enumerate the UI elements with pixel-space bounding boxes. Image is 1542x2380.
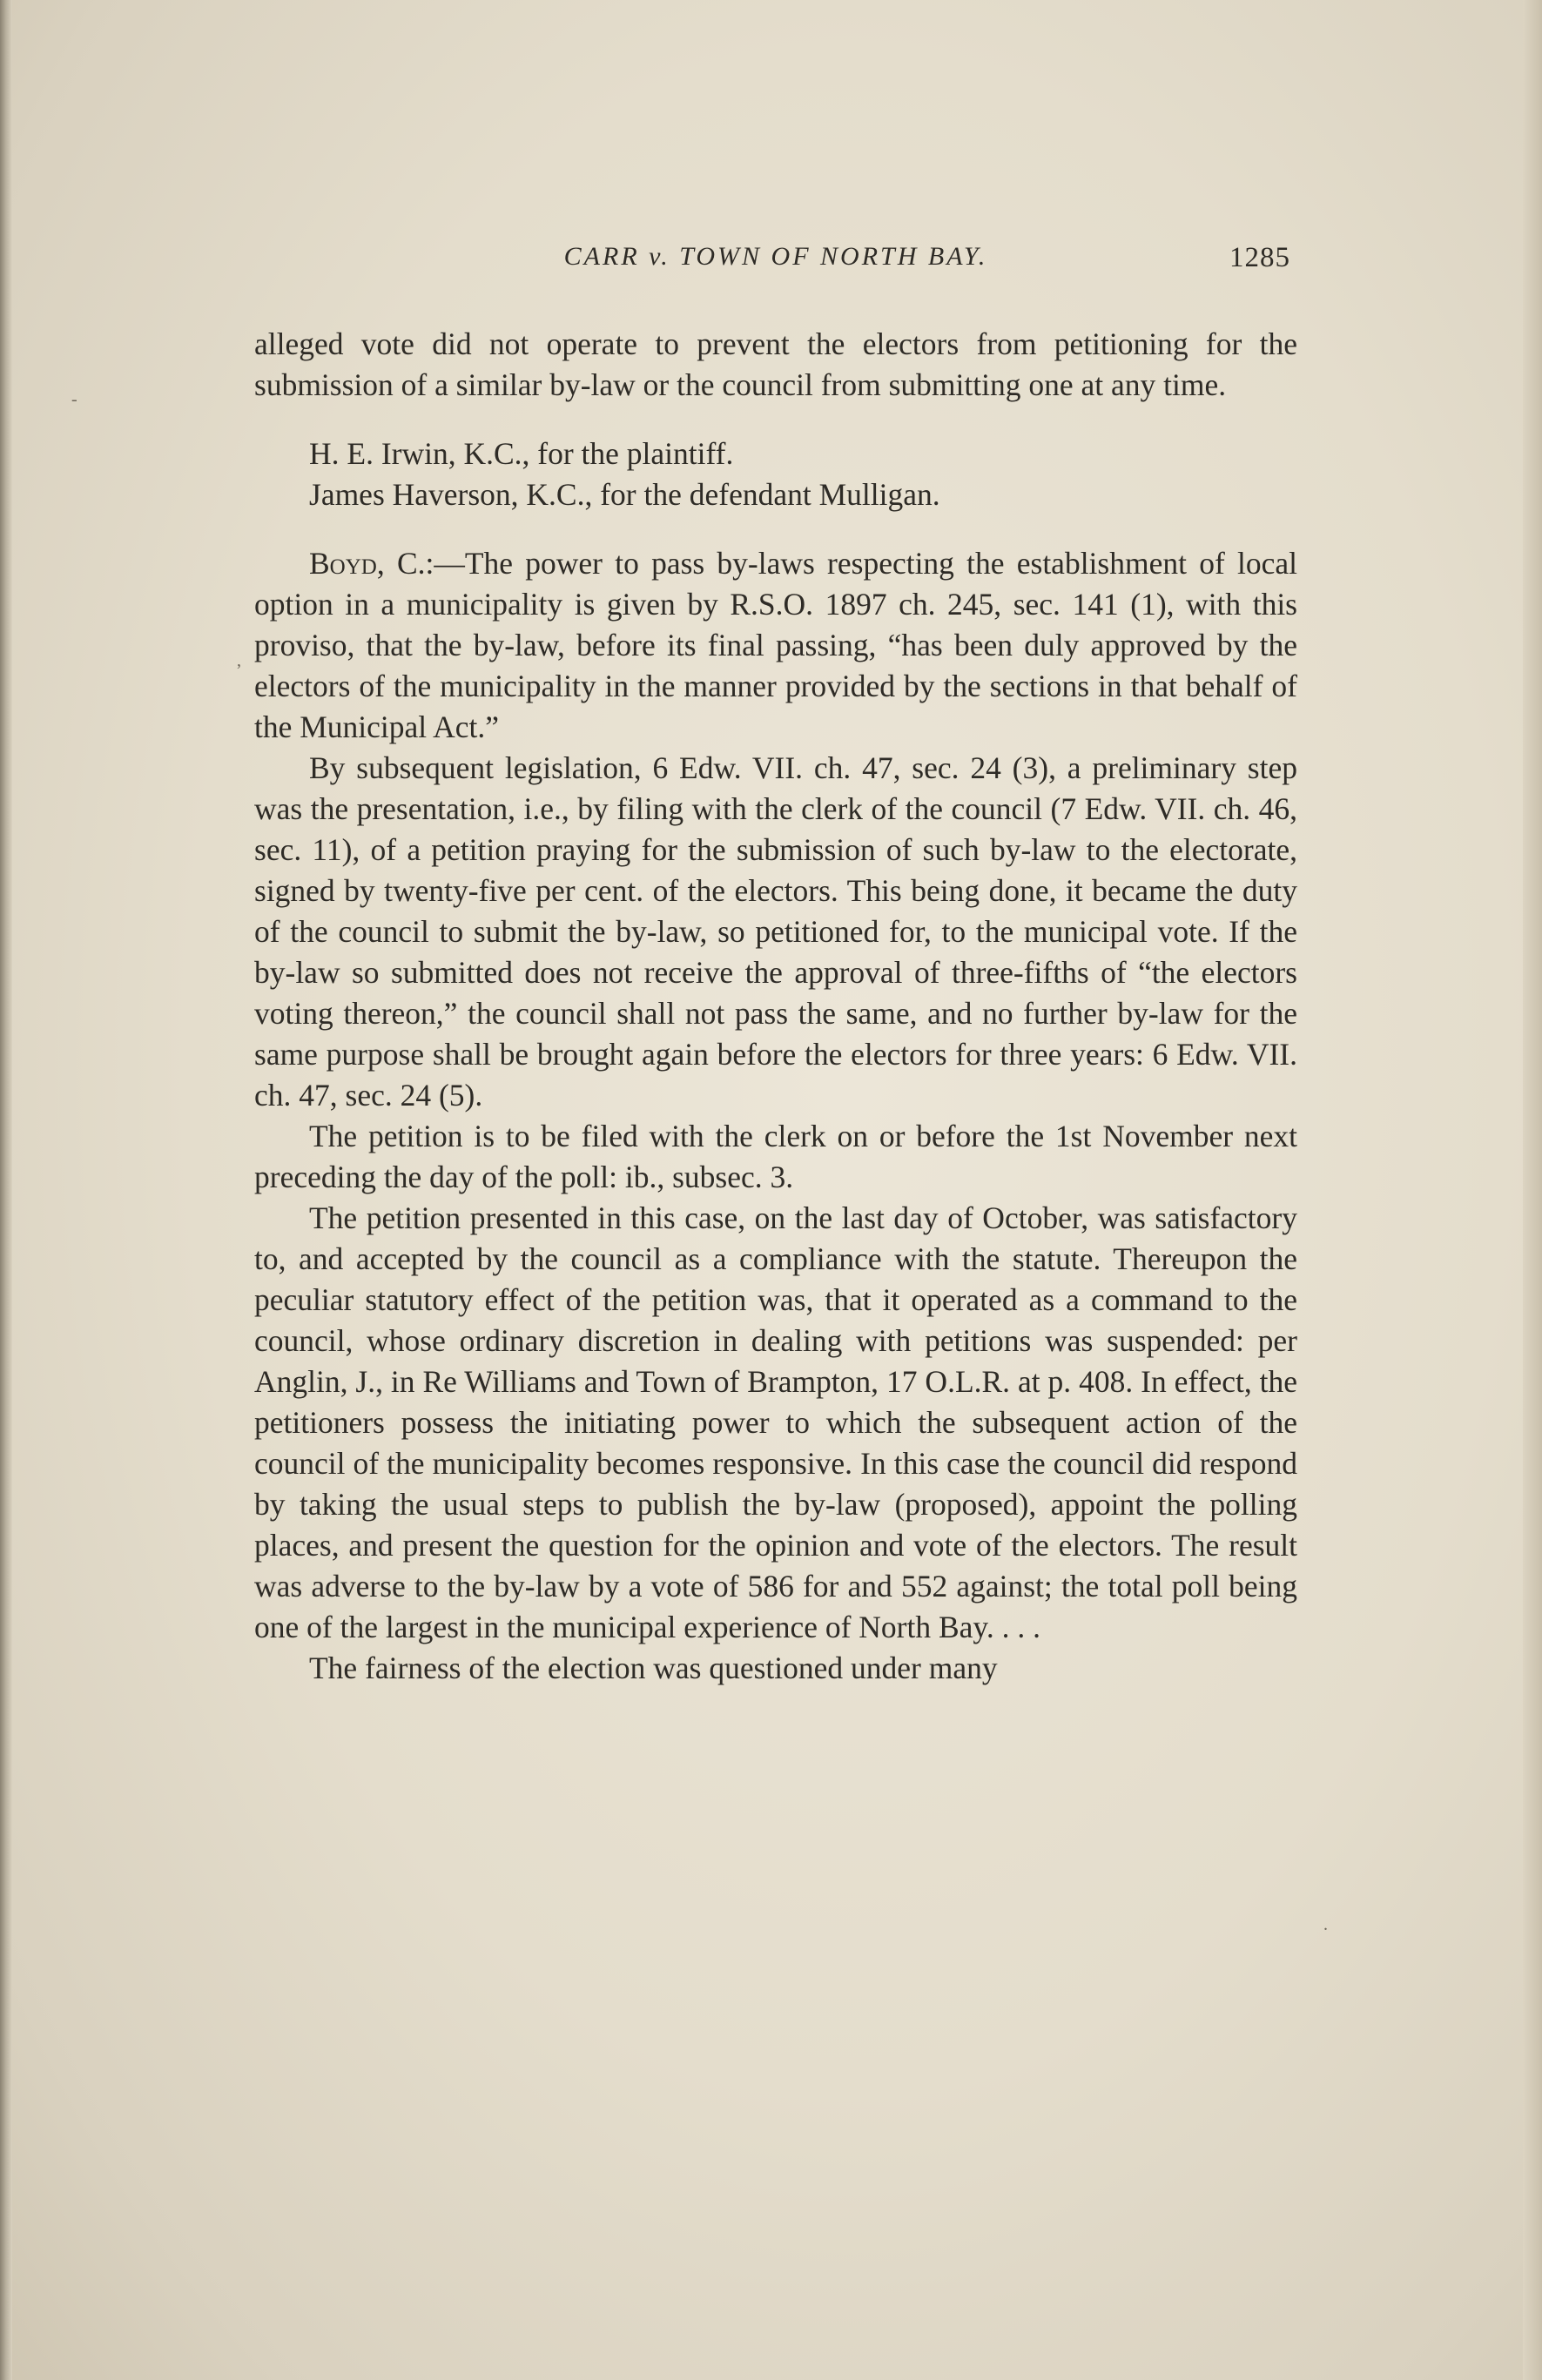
- headnote-continuation: alleged vote did not operate to prevent the electors from petitioning for the submission of a similar by-law or the council from submitting one at any time.: [254, 326, 1297, 402]
- margin-speck: ,: [237, 651, 241, 670]
- margin-speck: .: [1323, 1915, 1328, 1934]
- judge-name: Boyd, C.: [309, 546, 426, 581]
- counsel-plaintiff: H. E. Irwin, K.C., for the plaintiff.: [309, 436, 734, 471]
- counsel-defendant: James Haverson, K.C., for the defendant Mulligan.: [309, 477, 940, 512]
- page-number: 1285: [1229, 242, 1290, 273]
- page-fore-edge: [1523, 0, 1542, 2380]
- judgment-paragraph: The petition presented in this case, on the last day of October, was satisfactory to, and accepted by the council as a compliance with the statute. Thereupon the peculiar statutory effect of the petition was, that it operated as a command to the council, whose ordinary discretion in dealing with petitions was suspended: per Anglin, J., in Re Williams and Town of Brampton, 17 O.L.R. at p. 408. In effect, the petitioners possess the initiating power to which the subsequent action of the council of the municipality becomes responsive. In this case the council did respond by taking the usual steps to publish the by-law (proposed), appoint the polling places, and present the question for the opinion and vote of the electors. The result was adverse to the by-law by a vote of 586 for and 552 against; the total poll being one of the largest in the municipal experience of North Bay. . . .: [254, 1200, 1297, 1644]
- page-gutter-edge: [0, 0, 12, 2380]
- running-head: [254, 235, 1297, 287]
- judgment-paragraph: The petition is to be filed with the clerk on or before the 1st November next preceding the day of the poll: ib., subsec. 3.: [254, 1119, 1297, 1194]
- text-block: [254, 235, 1297, 1689]
- judgment-paragraph-continued: The fairness of the election was questioned under many: [309, 1651, 998, 1685]
- judgment-paragraph: By subsequent legislation, 6 Edw. VII. ch. 47, sec. 24 (3), a preliminary step was the presentation, i.e., by filing with the clerk of the council (7 Edw. VII. ch. 46, sec. 11), of a petition praying for the submission of such by-law to the electorate, signed by twenty-five per cent. of the electors. This being done, it became the duty of the council to submit the by-law, so petitioned for, to the municipal vote. If the by-law so submitted does not receive the approval of three-fifths of “the electors voting thereon,” the council shall not pass the same, and no further by-law for the same purpose shall be brought again before the electors for three years: 6 Edw. VII. ch. 47, sec. 24 (5).: [254, 750, 1297, 1113]
- judgment-opening-text: :—The power to pass by-laws respecting the establishment of local option in a municipality is given by R.S.O. 1897 ch. 245, sec. 141 (1), with this proviso, that the by-law, before its final passing, “has been duly approved by the electors of the municipality in the manner provided by the sections in that behalf of the Municipal Act.”: [254, 546, 1297, 744]
- judgment-opening-paragraph: [254, 543, 1297, 748]
- running-head-title: CARR v. TOWN OF NORTH BAY.: [563, 242, 988, 271]
- margin-speck: -: [71, 390, 77, 409]
- counsel-list: [254, 434, 1297, 515]
